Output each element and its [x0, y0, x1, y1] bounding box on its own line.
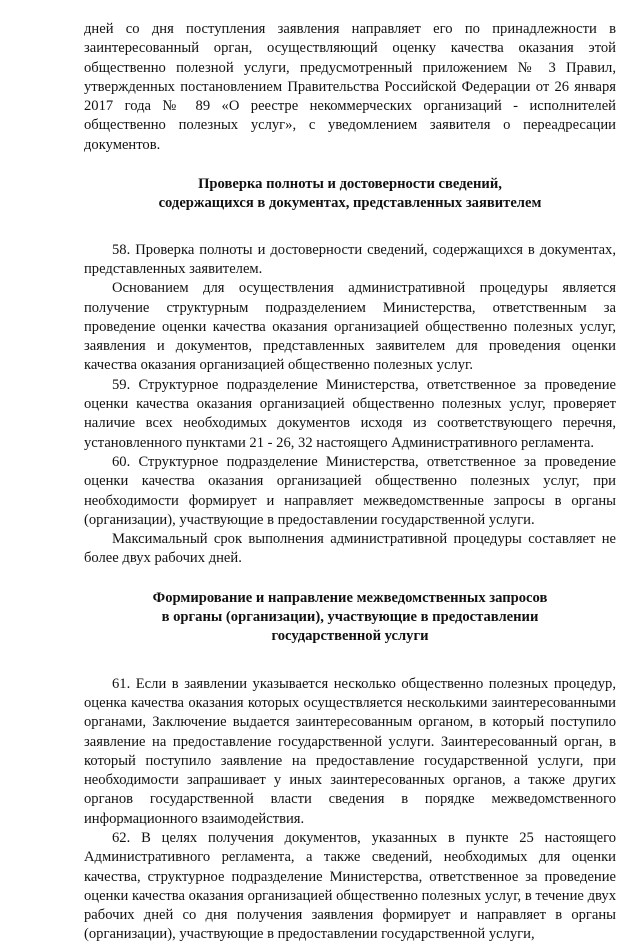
paragraph-62: 62. В целях получения документов, указанных в пункте 25 настоящего Административного регламента, а также сведений, необходимых для оценки качества, структурное подразделение Министерства, ответственное за проведение оценки качества оказания организацией общественно полезных услуг, в течение двух рабочих дней со дня получения заявления формирует и направляет в органы (организации), участвующие в предоставлении государственной услуги, — [84, 829, 616, 943]
document-page — [84, 20, 616, 945]
paragraph-max-term: Максимальный срок выполнения административной процедуры составляет не более двух рабочих дней. — [84, 531, 616, 567]
paragraph-60: 60. Структурное подразделение Министерства, ответственное за проведение оценки качества оказания организацией общественно полезных услуг, при необходимости формирует и направляет межведомственные запросы в органы (организации), участвующие в предоставлении государственной услуги. — [84, 453, 616, 528]
section-body-verification — [84, 241, 616, 569]
paragraph-59: 59. Структурное подразделение Министерства, ответственное за проведение оценки качества оказания организацией общественно полезных услуг, проверяет наличие всех необходимых документов исходя из соответствующего перечня, установленного пунктами 21 - 26, 32 настоящего Административного регламента. — [84, 376, 616, 451]
paragraph-58: 58. Проверка полноты и достоверности сведений, содержащихся в документах, представленных заявителем. — [84, 241, 616, 277]
section-heading-line: государственной услуги — [271, 628, 429, 645]
intro-paragraph: дней со дня поступления заявления направляет его по принадлежности в заинтересованный орган, осуществляющий оценку качества оказания этой общественно полезной услуги, предусмотренный приложением № 3 Правил, утвержденных постановлением Правительства Российской Федерации от 26 января 2017 года № 89 «О реестре некоммерческих организаций - исполнителей общественно полезных услуг», с уведомлением заявителя о переадресации документов. — [84, 21, 616, 153]
section-heading-line: Проверка полноты и достоверности сведений, — [198, 176, 502, 193]
section-heading-requests — [84, 589, 616, 647]
section-heading-line: содержащихся в документах, представленных заявителем — [158, 195, 542, 212]
section-heading-line: в органы (организации), участвующие в предоставлении — [161, 609, 539, 626]
section-heading-verification — [84, 175, 616, 214]
section-body-requests — [84, 675, 616, 945]
paragraph-basis: Основанием для осуществления административной процедуры является получение структурным подразделением Министерства, ответственным за проведение оценки качества оказания организацией общественно полезных услуг, заявления и документов, представленных заявителем для проведения оценки качества оказания организацией общественно полезных услуг. — [84, 280, 616, 374]
paragraph-61: 61. Если в заявлении указывается несколько общественно полезных процедур, оценка качества оказания которых осуществляется несколькими заинтересованными органами, Заключение выдается заинтересованным органом, в который поступило заявление на предоставление государственной услуги. Заинтересованный орган, в который поступило заявление на предоставление государственной услуги, при необходимости запрашивает у иных заинтересованных органов, а также других органов государственной власти сведения в порядке межведомственного информационного взаимодействия. — [84, 675, 616, 827]
section-heading-line: Формирование и направление межведомственных запросов — [152, 589, 548, 606]
